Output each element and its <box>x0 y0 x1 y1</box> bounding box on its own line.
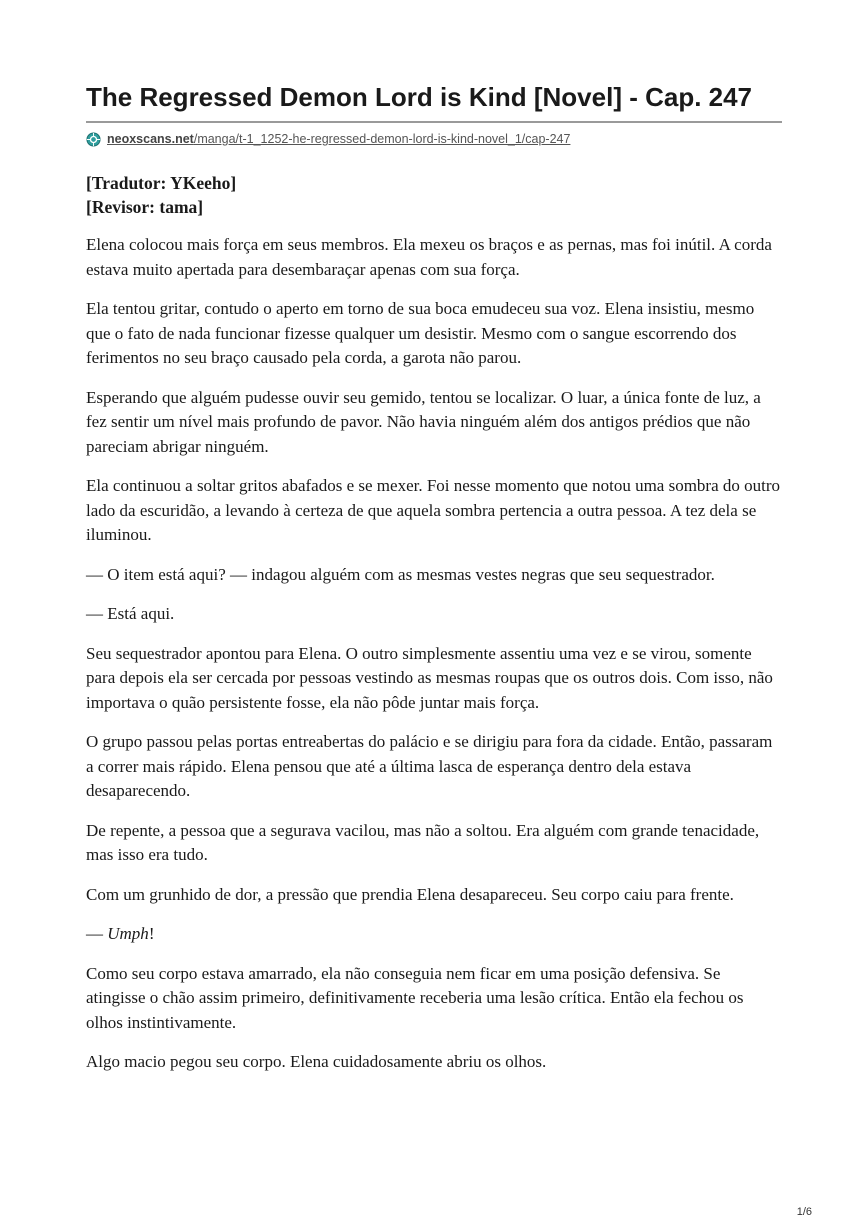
title-divider <box>86 121 782 123</box>
paragraph: Seu sequestrador apontou para Elena. O outro simplesmente assentiu uma vez e se virou, somente para depois ela ser cercada por pessoas vestindo as mesmas roupas que os outros dois. Com isso, não importava o quão persistente fosse, ela não pôde juntar mais força. <box>86 643 773 712</box>
reviser-credit: [Revisor: tama] <box>86 197 204 217</box>
document-page <box>86 80 782 1090</box>
source-domain: neoxscans.net <box>107 132 194 146</box>
paragraph: Esperando que alguém pudesse ouvir seu gemido, tentou se localizar. O luar, a única fonte de luz, a fez sentir um nível mais profundo de pavor. Não havia ninguém além dos antigos prédios que não pareciam abrigar ninguém. <box>86 387 761 456</box>
paragraph: — Está aqui. <box>86 604 175 623</box>
paragraph: De repente, a pessoa que a segurava vacilou, mas não a soltou. Era alguém com grande tenacidade, mas isso era tudo. <box>86 820 760 864</box>
paragraph: Elena colocou mais força em seus membros. Ela mexeu os braços e as pernas, mas foi inútil. A corda estava muito apertada para desembaraçar apenas com sua força. <box>86 235 772 279</box>
paragraph-umph <box>86 922 782 947</box>
translator-credit: [Tradutor: YKeeho] <box>86 173 237 193</box>
chapter-body <box>86 233 782 1075</box>
credits <box>86 171 782 219</box>
page-number: 1/6 <box>796 1206 812 1218</box>
umph-word: Umph <box>107 924 149 943</box>
umph-dash: — <box>86 924 108 943</box>
paragraph: Com um grunhido de dor, a pressão que prendia Elena desapareceu. Seu corpo caiu para frente. <box>86 884 734 904</box>
paragraph: — O item está aqui? — indagou alguém com as mesmas vestes negras que seu sequestrador. <box>86 564 715 584</box>
paragraph: O grupo passou pelas portas entreabertas do palácio e se dirigiu para fora da cidade. Então, passaram a correr mais rápido. Elena pensou que até a última lasca de esperança dentro dela estava desaparecendo. <box>86 732 773 800</box>
source-path: /manga/t-1_1252-he-regressed-demon-lord-is-kind-novel_1/cap-247 <box>193 132 571 146</box>
source-link[interactable] <box>107 132 570 146</box>
page-title: The Regressed Demon Lord is Kind [Novel] - Cap. 247 <box>86 82 753 112</box>
paragraph: Como seu corpo estava amarrado, ela não conseguia nem ficar em uma posição defensiva. Se atingisse o chão assim primeiro, definitivamente receberia uma lesão crítica. Então ela fechou os olhos instintivamente. <box>86 963 744 1032</box>
paragraph: Algo macio pegou seu corpo. Elena cuidadosamente abriu os olhos. <box>86 1052 547 1071</box>
source-line <box>86 129 782 149</box>
umph-exclamation: ! <box>148 924 155 943</box>
globe-icon <box>86 132 101 147</box>
paragraph: Ela continuou a soltar gritos abafados e se mexer. Foi nesse momento que notou uma sombra do outro lado da escuridão, a levando à certeza de que aquela sombra pertencia a outra pessoa. A tez dela se iluminou. <box>86 476 781 544</box>
paragraph: Ela tentou gritar, contudo o aperto em torno de sua boca emudeceu sua voz. Elena insistiu, mesmo que o fato de nada funcionar fizesse qualquer um desistir. Mesmo com o sangue escorrendo dos ferimentos no seu braço causado pela corda, a garota não parou. <box>86 299 755 367</box>
